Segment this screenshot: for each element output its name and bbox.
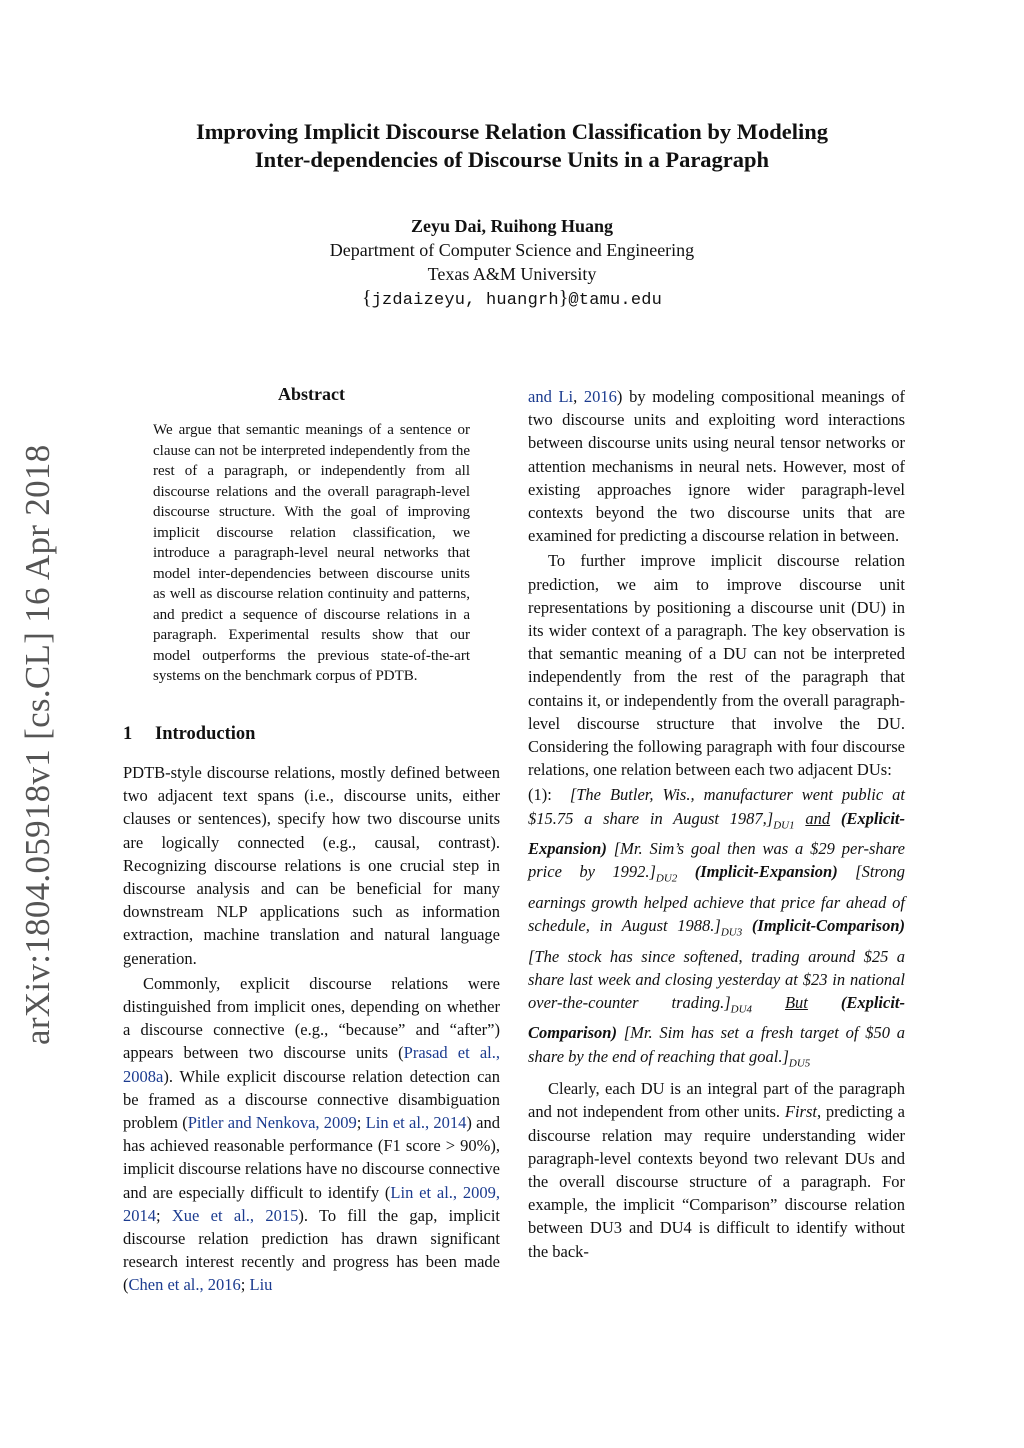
relation-label: (Implicit-Comparison) — [751, 916, 905, 936]
citation-link[interactable]: Lin et al., 2009, 2014 — [123, 1182, 500, 1225]
abstract-heading: Abstract — [278, 384, 345, 404]
intro-paragraph-3: To further improve implicit discourse relation prediction, we aim to improve discourse unit representations by positioning a discourse unit (DU) in its wider context of a paragraph. The key observation is that semantic meaning of a DU can not be interpreted independently from the rest of the paragraph that contains it, or independently from the overall paragraph-level discourse structure that involve the DU. Considering the following paragraph with four discourse relations, one relation between each two adjacent DUs: — [528, 551, 905, 780]
intro-paragraph-1: PDTB-style discourse relations, mostly defined between two adjacent text spans (i.e., discourse units, either clauses or sentences), specify how two discourse units are logically connected (e.g., causal, contrast). Recognizing discourse relations is one crucial step in discourse analysis and can be beneficial for many downstream NLP applications such as information extraction, machine translation and natural language generation. — [123, 763, 500, 968]
citation-link[interactable]: Chen et al., 2016 — [128, 1275, 241, 1295]
example-du2: [Mr. Sim’s goal then was a $29 per-share price by 1992.] — [528, 839, 905, 882]
right-column — [528, 385, 905, 1263]
author-university: Texas A&M University — [427, 264, 597, 284]
email-domain: @tamu.edu — [568, 291, 663, 310]
section-title: Introduction — [155, 724, 256, 744]
connective-but: But — [784, 992, 808, 1012]
section-number: 1 — [123, 724, 133, 744]
citation-link[interactable]: Liu — [249, 1275, 273, 1295]
intro-paragraph-2-cont: and Li, 2016) by modeling compositional meanings of two discourse units and exploiting word interactions between discourse units using neural tensor networks or attention mechanisms in neural nets. However, most of existing approaches ignore wider paragraph-level contexts beyond the two discourse units that are examined for predicting a discourse relation in between. — [528, 387, 905, 546]
example-du4: [The stock has since softened, trading around $25 a share last week and closing yesterday at $23 in national over-the-counter trading.] — [528, 946, 905, 1012]
section-heading — [123, 724, 255, 745]
connective-and: and — [805, 808, 831, 828]
citation-link[interactable]: and Li — [528, 387, 574, 406]
relation-label: (Implicit-Expansion) — [694, 862, 838, 882]
example-label: (1): — [528, 785, 552, 805]
author-department: Department of Computer Science and Engineering — [329, 240, 695, 260]
relation-label: (Explicit-Comparison) — [528, 992, 905, 1043]
example-paragraph: (1): [The Butler, Wis., manufacturer went public at $15.75 a share in August $1987,]_{DU1}$ and (Explicit-Expansion) [Mr. Sim’s goal then was a $29 per-share price by $1992.]_{DU2}$ (Implicit-Expansion) [Strong earnings growth helped achieve that price far ahead of schedule, in August $1988.]_{DU3}$ (Implicit-Comparison) [The stock has since softened, trading around $25 a share last week and closing yesterday at $23 in national over-the-counter $trading.]_{DU4}$ But (Explicit-Comparison) [Mr. Sim has set a fresh target of $50 a share by the end of reaching that $goal.]_{DU5}$ — [528, 785, 906, 1069]
paper-title-line2: Inter-dependencies of Discourse Units in a Paragraph — [254, 147, 770, 172]
example-du5: [Mr. Sim has set a fresh target of $50 a share by the end of reaching that goal.] — [528, 1023, 906, 1066]
author-names: Zeyu Dai, Ruihong Huang — [410, 216, 614, 236]
example-du1: [The Butler, Wis., manufacturer went public at $15.75 a share in August 1987,] — [528, 785, 906, 828]
example-du3: [Strong earnings growth helped achieve that price far ahead of schedule, in August 1988.] — [528, 862, 905, 936]
abstract-text: We argue that semantic meanings of a sentence or clause can not be interpreted independently from the rest of a paragraph, or independently from all discourse relations and the overall paragraph-level discourse structure. With the goal of improving implicit discourse relation classification, we introduce a paragraph-level neural networks that model inter-dependencies between discourse units as well as discourse relation continuity and patterns, and predict a sequence of discourse relations in a paragraph. Experimental results show that our model outperforms the previous state-of-the-art systems on the benchmark corpus of PDTB. — [153, 422, 470, 684]
citation-link[interactable]: Prasad et al., 2008a — [123, 1043, 500, 1086]
relation-label: (Explicit-Expansion) — [528, 808, 905, 859]
email-users: jzdaizeyu, huangrh — [371, 291, 559, 310]
citation-link[interactable]: Pitler and Nenkova, 2009 — [187, 1113, 357, 1133]
citation-link[interactable]: Xue et al., 2015 — [171, 1205, 299, 1225]
intro-paragraph-4: Clearly, each DU is an integral part of the paragraph and not independent from other units. First, predicting a discourse relation may require understanding wider paragraph-level contexts beyond two relevant DUs and the overall discourse structure of a paragraph. For example, the implicit “Comparison” discourse relation between DU3 and DU4 is difficult to identify without the back- — [528, 1079, 905, 1261]
paper-title-line1: Improving Implicit Discourse Relation Classification by Modeling — [195, 119, 829, 144]
intro-paragraph-2: Commonly, explicit discourse relations were distinguished from implicit ones, depending on whether a discourse connective (e.g., “because” and “after”) appears between two discourse units (Prasad et al., 2008a). While explicit discourse relation detection can be framed as a discourse connective disambiguation problem (Pitler and Nenkova, 2009; Lin et al., 2014) and has achieved reasonable performance (F1 score > 90%), implicit discourse relations have no discourse connective and are especially difficult to identify (Lin et al., 2009, 2014; Xue et al., 2015). To fill the gap, implicit discourse relation prediction has drawn significant research interest recently and progress has been made (Chen et al., 2016; Liu — [123, 973, 501, 1295]
brace-open: { — [361, 287, 372, 309]
left-column — [123, 761, 500, 1297]
brace-close: } — [558, 287, 569, 309]
arxiv-identifier: arXiv:1804.05918v1 [cs.CL] 16 Apr 2018 — [18, 444, 57, 1045]
emphasis-first: First — [784, 1102, 817, 1122]
citation-link[interactable]: 2016 — [583, 387, 617, 406]
author-emails — [0, 286, 1024, 313]
citation-link[interactable]: Lin et al., 2014 — [365, 1113, 467, 1133]
